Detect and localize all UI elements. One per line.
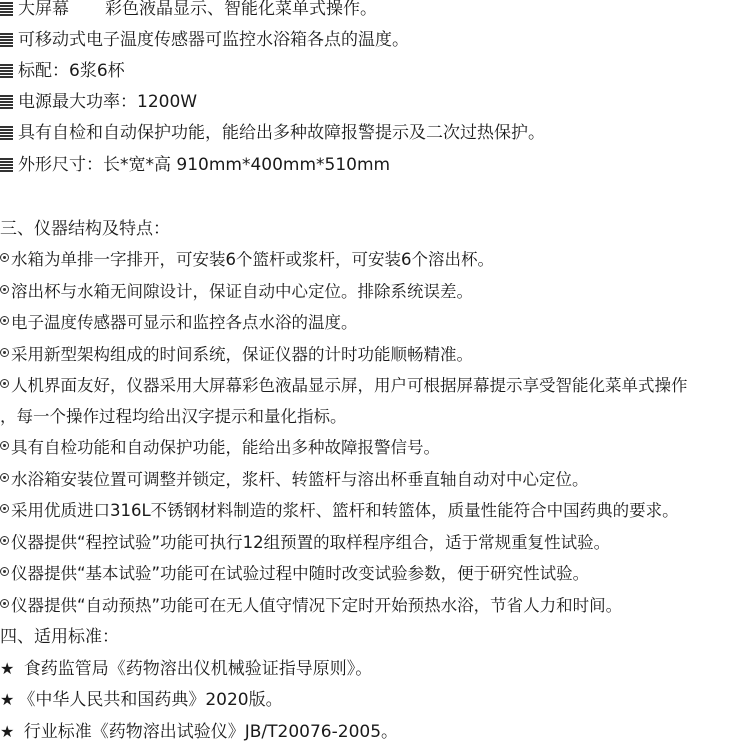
structure-item: 采用优质进口316L不锈钢材料制造的浆杆、篮杆和转篮体，质量性能符合中国药典的要求。: [0, 500, 679, 522]
bullet-block-icon: [0, 95, 13, 109]
star-icon: ★: [0, 722, 15, 741]
structure-item: 溶出杯与水箱无间隙设计，保证自动中心定位。排除系统误差。: [0, 281, 473, 303]
bullet-circle-icon: [0, 253, 9, 262]
feature-line: [0, 0, 377, 20]
bullet-circle-icon: [0, 379, 9, 388]
structure-item: 仪器提供“程控试验”功能可执行12组预置的取样程序组合，适于常规重复性试验。: [0, 532, 610, 554]
feature-line: [0, 29, 409, 51]
star-icon: ★: [0, 690, 15, 709]
bullet-circle-icon: [0, 473, 9, 482]
structure-item: 电子温度传感器可显示和监控各点水浴的温度。: [0, 312, 358, 334]
structure-item: 仪器提供“基本试验”功能可在试验过程中随时改变试验参数，便于研究性试验。: [0, 563, 589, 585]
bullet-block-icon: [0, 158, 13, 172]
feature-line: [0, 122, 545, 144]
bullet-circle-icon: [0, 316, 9, 325]
bullet-circle-icon: [0, 536, 9, 545]
structure-item: 水浴箱安装位置可调整并锁定，浆杆、转篮杆与溶出杯垂直轴自动对中心定位。: [0, 469, 589, 491]
feature-text: 标配：6浆6杯: [18, 61, 125, 81]
bullet-circle-icon: [0, 504, 9, 513]
section-title: 三、仪器结构及特点：: [0, 219, 170, 239]
structure-item-continuation: ，每一个操作过程均给出汉字提示和量化指标。: [0, 407, 347, 426]
feature-line: [0, 154, 390, 176]
feature-prefix: 大屏幕: [18, 0, 69, 19]
star-icon: ★: [0, 659, 15, 678]
feature-text: 电源最大功率：1200W: [18, 92, 198, 112]
feature-text: 具有自检和自动保护功能，能给出多种故障报警提示及二次过热保护。: [18, 123, 545, 143]
standard-item: ★ 食药监管局《药物溶出仪机械验证指导原则》。: [0, 659, 373, 679]
feature-line: [0, 91, 197, 113]
bullet-circle-icon: [0, 348, 9, 357]
structure-item: 具有自检功能和自动保护功能，能给出多种故障报警信号。: [0, 437, 440, 459]
bullet-block-icon: [0, 126, 13, 140]
feature-text: 彩色液晶显示、智能化菜单式操作。: [105, 0, 377, 19]
feature-text: 外形尺寸：长*宽*高 910mm*400mm*510mm: [18, 155, 391, 175]
structure-item: 仪器提供“自动预热”功能可在无人值守情况下定时开始预热水浴，节省人力和时间。: [0, 595, 622, 617]
bullet-circle-icon: [0, 285, 9, 294]
bullet-circle-icon: [0, 567, 9, 576]
structure-item: 水箱为单排一字排开，可安装6个篮杆或浆杆，可安装6个溶出杯。: [0, 249, 494, 271]
standard-item: ★ 行业标准《药物溶出试验仪》JB/T20076-2005。: [0, 722, 399, 742]
structure-item: 人机界面友好，仪器采用大屏幕彩色液晶显示屏，用户可根据屏幕提示享受智能化菜单式操作: [0, 375, 688, 397]
bullet-block-icon: [0, 2, 13, 16]
feature-line: [0, 60, 125, 82]
bullet-circle-icon: [0, 441, 9, 450]
section-title: 四、适用标准：: [0, 627, 119, 647]
bullet-circle-icon: [0, 599, 9, 608]
feature-text: 可移动式电子温度传感器可监控水浴箱各点的温度。: [18, 30, 409, 50]
standard-item: ★ 《中华人民共和国药典》2020版。: [0, 690, 283, 710]
structure-item: 采用新型架构组成的时间系统，保证仪器的计时功能顺畅精准。: [0, 344, 473, 366]
bullet-block-icon: [0, 33, 13, 47]
bullet-block-icon: [0, 64, 13, 78]
